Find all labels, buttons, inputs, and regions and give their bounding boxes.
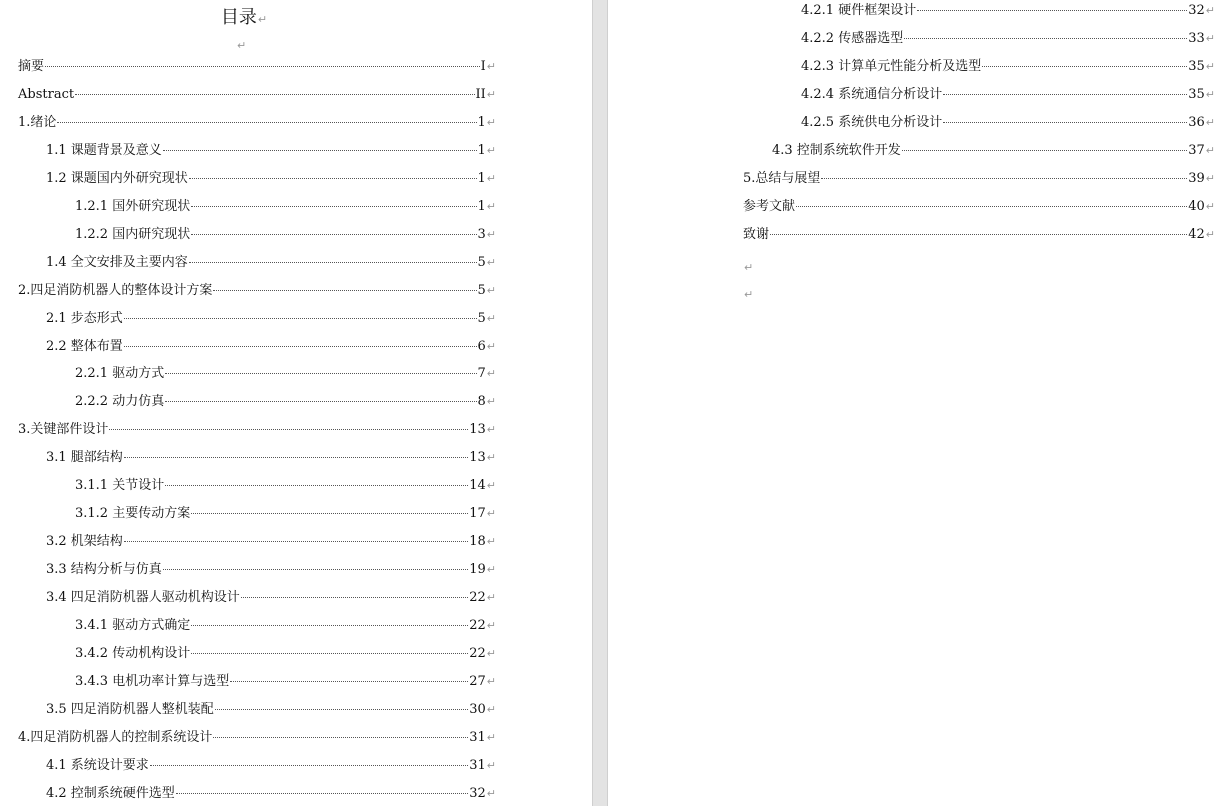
paragraph-mark: ↵ [1205, 199, 1215, 213]
toc-leader-dots [191, 653, 468, 654]
toc-entry[interactable] [46, 169, 496, 189]
toc-entry[interactable] [75, 672, 496, 692]
toc-leader-dots [230, 681, 468, 682]
paragraph-mark: ↵ [486, 507, 496, 521]
toc-leader-dots [902, 150, 1187, 151]
toc-entry-label: 4.2.5 系统供电分析设计 [801, 114, 943, 130]
paragraph-mark: ↵ [237, 39, 247, 52]
toc-entry-page: 33 [1188, 30, 1205, 46]
toc-entry-page: 3 [477, 226, 486, 242]
toc-entry-label: 2.1 步态形式 [46, 310, 123, 326]
toc-entry-label: 3.5 四足消防机器人整机装配 [46, 701, 214, 717]
toc-entry[interactable] [46, 337, 496, 357]
paragraph-mark: ↵ [1205, 31, 1215, 45]
toc-entry-page: 1 [477, 114, 486, 130]
toc-entry-page: 30 [469, 701, 486, 717]
toc-title [0, 3, 488, 29]
toc-entry[interactable] [46, 448, 496, 468]
document-page-left [0, 0, 592, 806]
toc-entry-page: 39 [1188, 170, 1205, 186]
toc-leader-dots [124, 346, 477, 347]
toc-entry-page: 40 [1188, 198, 1205, 214]
toc-entry[interactable] [743, 197, 1215, 217]
toc-entry-page: 7 [477, 366, 486, 382]
paragraph-mark: ↵ [486, 283, 496, 297]
paragraph-mark: ↵ [1205, 59, 1215, 73]
toc-entry-label: 3.1 腿部结构 [46, 450, 123, 466]
toc-entry[interactable] [75, 392, 496, 412]
toc-entry-label: 2.四足消防机器人的整体设计方案 [18, 282, 213, 298]
toc-entry[interactable] [75, 225, 496, 245]
toc-entry-label: Abstract [18, 86, 75, 102]
toc-entry[interactable] [18, 85, 496, 105]
toc-entry-page: 13 [469, 422, 486, 438]
toc-entry-label: 4.2.3 计算单元性能分析及选型 [801, 58, 982, 74]
toc-entry[interactable] [46, 700, 496, 720]
toc-entry-label: 1.1 课题背景及意义 [46, 142, 162, 158]
paragraph-mark: ↵ [1205, 171, 1215, 185]
paragraph-mark: ↵ [486, 87, 496, 101]
toc-entry-label: 2.2 整体布置 [46, 338, 123, 354]
paragraph-mark: ↵ [1205, 143, 1215, 157]
toc-entry-page: 22 [469, 590, 486, 606]
toc-leader-dots [213, 737, 468, 738]
toc-entry-label: 4.2.1 硬件框架设计 [801, 3, 917, 18]
paragraph-mark: ↵ [486, 115, 496, 129]
toc-entry-label: 4.3 控制系统软件开发 [772, 142, 901, 158]
toc-entry-page: II [475, 86, 486, 102]
toc-entry-label: 3.3 结构分析与仿真 [46, 562, 162, 578]
toc-entry-label: 3.1.1 关节设计 [75, 478, 165, 494]
toc-leader-dots [191, 234, 476, 235]
toc-leader-dots [189, 262, 477, 263]
paragraph-mark: ↵ [486, 199, 496, 213]
toc-entry-label: 1.2.1 国外研究现状 [75, 198, 191, 214]
toc-leader-dots [796, 206, 1187, 207]
toc-entry-label: 3.4.3 电机功率计算与选型 [75, 673, 230, 689]
toc-leader-dots [176, 793, 468, 794]
toc-entry-label: 4.四足消防机器人的控制系统设计 [18, 729, 213, 745]
toc-entry[interactable] [801, 29, 1215, 49]
paragraph-mark: ↵ [1205, 87, 1215, 101]
paragraph-mark: ↵ [486, 367, 496, 381]
toc-entry[interactable] [743, 169, 1215, 189]
toc-entry[interactable] [801, 85, 1215, 105]
paragraph-mark: ↵ [486, 730, 496, 744]
toc-entry-label: 4.2 控制系统硬件选型 [46, 785, 175, 801]
toc-entry-page: 42 [1188, 226, 1205, 242]
toc-entry-page: I [480, 59, 486, 74]
toc-entry[interactable] [46, 309, 496, 329]
toc-entry[interactable] [18, 420, 496, 440]
toc-entry-page: 32 [469, 785, 486, 801]
paragraph-mark: ↵ [486, 395, 496, 409]
toc-entry-page: 14 [469, 478, 486, 494]
toc-leader-dots [241, 597, 468, 598]
toc-entry[interactable] [46, 141, 496, 161]
toc-leader-dots [943, 122, 1187, 123]
toc-entry[interactable] [75, 644, 496, 664]
paragraph-mark: ↵ [486, 227, 496, 241]
toc-leader-dots [821, 178, 1187, 179]
toc-leader-dots [57, 122, 476, 123]
toc-leader-dots [165, 401, 476, 402]
toc-entry-label: 3.4.1 驱动方式确定 [75, 618, 191, 633]
toc-entry[interactable] [75, 616, 496, 636]
paragraph-mark: ↵ [486, 479, 496, 493]
toc-entry-label: 1.2 课题国内外研究现状 [46, 170, 188, 186]
toc-leader-dots [215, 709, 468, 710]
toc-entry-page: 31 [469, 757, 486, 773]
paragraph-mark: ↵ [486, 311, 496, 325]
paragraph-mark: ↵ [486, 646, 496, 660]
toc-entry-page: 5 [477, 310, 486, 326]
paragraph-mark: ↵ [744, 261, 754, 274]
paragraph-mark: ↵ [486, 423, 496, 437]
toc-entry-page: 35 [1188, 86, 1205, 102]
empty-paragraph [743, 256, 754, 274]
toc-entry-page: 32 [1188, 3, 1205, 18]
toc-leader-dots [124, 457, 468, 458]
toc-entry[interactable] [75, 476, 496, 496]
toc-entry[interactable] [801, 1, 1215, 21]
toc-leader-dots [191, 625, 468, 626]
toc-entry-label: 3.4.2 传动机构设计 [75, 645, 191, 661]
toc-entry-page: 8 [477, 394, 486, 410]
toc-entry-label: 摘要 [18, 59, 45, 74]
toc-entry-label: 4.2.4 系统通信分析设计 [801, 86, 943, 102]
toc-entry[interactable] [772, 141, 1215, 161]
toc-entry-label: 3.关键部件设计 [18, 422, 109, 438]
toc-entry[interactable] [18, 281, 496, 301]
toc-entry-label: 2.2.1 驱动方式 [75, 366, 165, 382]
paragraph-mark: ↵ [257, 13, 268, 26]
toc-leader-dots [191, 206, 476, 207]
toc-entry-page: 27 [469, 673, 486, 689]
toc-entry[interactable] [46, 253, 496, 273]
toc-entry-page: 17 [469, 506, 486, 522]
empty-paragraph [743, 283, 754, 301]
toc-leader-dots [163, 150, 477, 151]
toc-entry-page: 37 [1188, 142, 1205, 158]
toc-entry[interactable] [801, 57, 1215, 77]
toc-entry-page: 6 [477, 338, 486, 354]
toc-entry-page: 22 [469, 645, 486, 661]
toc-leader-dots [943, 94, 1187, 95]
toc-entry[interactable] [46, 532, 496, 552]
toc-leader-dots [75, 94, 474, 95]
paragraph-mark: ↵ [744, 288, 754, 301]
toc-entry[interactable] [46, 756, 496, 776]
toc-entry[interactable] [18, 57, 496, 77]
toc-entry-page: 35 [1188, 58, 1205, 74]
paragraph-mark: ↵ [486, 674, 496, 688]
toc-entry-page: 5 [477, 254, 486, 270]
toc-entry-label: 5.总结与展望 [743, 170, 821, 186]
toc-leader-dots [124, 318, 477, 319]
toc-entry[interactable] [46, 588, 496, 608]
toc-entry-page: 19 [469, 562, 486, 578]
toc-entry-label: 致谢 [743, 226, 770, 242]
toc-leader-dots [163, 569, 468, 570]
toc-entry[interactable] [75, 364, 496, 384]
toc-entry-label: 3.1.2 主要传动方案 [75, 506, 191, 522]
toc-leader-dots [191, 513, 468, 514]
toc-entry[interactable] [801, 113, 1215, 133]
paragraph-mark: ↵ [486, 339, 496, 353]
toc-entry-label: 3.2 机架结构 [46, 534, 123, 550]
toc-leader-dots [213, 290, 476, 291]
toc-entry-label: 2.2.2 动力仿真 [75, 394, 165, 410]
document-page-right [608, 0, 1215, 806]
paragraph-mark: ↵ [486, 702, 496, 716]
toc-leader-dots [165, 485, 468, 486]
toc-leader-dots [45, 66, 480, 67]
toc-entry-page: 22 [469, 618, 486, 633]
toc-leader-dots [904, 38, 1187, 39]
empty-paragraph [236, 34, 247, 52]
paragraph-mark: ↵ [486, 563, 496, 577]
toc-title-text: 目录 [220, 7, 257, 28]
toc-entry-page: 36 [1188, 114, 1205, 130]
toc-entry-page: 5 [477, 282, 486, 298]
paragraph-mark: ↵ [486, 619, 496, 632]
toc-entry-label: 3.4 四足消防机器人驱动机构设计 [46, 590, 240, 606]
toc-entry[interactable] [743, 225, 1215, 245]
paragraph-mark: ↵ [486, 255, 496, 269]
toc-entry-page: 13 [469, 450, 486, 466]
toc-entry-label: 4.2.2 传感器选型 [801, 30, 904, 46]
paragraph-mark: ↵ [1205, 4, 1215, 17]
toc-entry-page: 18 [469, 534, 486, 550]
paragraph-mark: ↵ [486, 60, 496, 73]
paragraph-mark: ↵ [486, 591, 496, 605]
toc-entry[interactable] [75, 504, 496, 524]
toc-entry-label: 1.2.2 国内研究现状 [75, 226, 191, 242]
paragraph-mark: ↵ [486, 758, 496, 772]
paragraph-mark: ↵ [486, 535, 496, 549]
toc-entry-label: 4.1 系统设计要求 [46, 757, 149, 773]
toc-entry[interactable] [46, 560, 496, 580]
paragraph-mark: ↵ [1205, 227, 1215, 241]
paragraph-mark: ↵ [1205, 115, 1215, 129]
toc-leader-dots [109, 429, 468, 430]
toc-entry[interactable] [46, 784, 496, 804]
toc-entry-label: 1.绪论 [18, 114, 57, 130]
toc-entry[interactable] [18, 113, 496, 133]
toc-entry-label: 1.4 全文安排及主要内容 [46, 254, 188, 270]
toc-leader-dots [150, 765, 468, 766]
toc-entry-page: 1 [477, 198, 486, 214]
paragraph-mark: ↵ [486, 451, 496, 465]
toc-leader-dots [124, 541, 468, 542]
paragraph-mark: ↵ [486, 786, 496, 800]
toc-entry-page: 31 [469, 729, 486, 745]
toc-leader-dots [917, 10, 1187, 11]
paragraph-mark: ↵ [486, 143, 496, 157]
toc-entry-label: 参考文献 [743, 198, 796, 214]
toc-leader-dots [982, 66, 1187, 67]
paragraph-mark: ↵ [486, 171, 496, 185]
toc-entry-page: 1 [477, 142, 486, 158]
toc-entry[interactable] [75, 197, 496, 217]
toc-leader-dots [189, 178, 477, 179]
toc-entry-page: 1 [477, 170, 486, 186]
toc-leader-dots [165, 373, 476, 374]
toc-entry[interactable] [18, 728, 496, 748]
toc-leader-dots [770, 234, 1187, 235]
page-gap [592, 0, 608, 806]
